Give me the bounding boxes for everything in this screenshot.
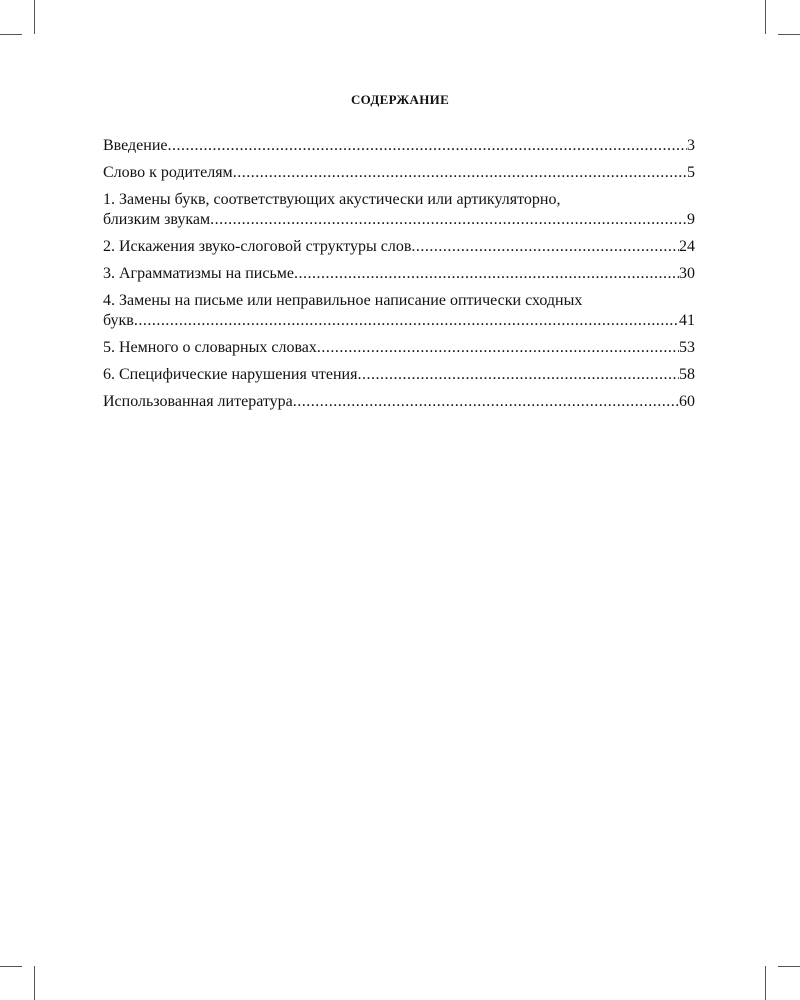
toc-entry-chapter-4[interactable] bbox=[103, 291, 695, 331]
toc-entry-line2 bbox=[103, 210, 695, 230]
toc-entry-chapter-2[interactable] bbox=[103, 237, 695, 257]
crop-mark-top-right-vertical bbox=[765, 0, 766, 34]
toc-leader-dots bbox=[357, 365, 679, 385]
toc-page-number: 53 bbox=[679, 339, 695, 356]
toc-entry-references[interactable] bbox=[103, 392, 695, 412]
toc-page-number: 3 bbox=[687, 137, 695, 154]
crop-mark-bottom-right-vertical bbox=[765, 966, 766, 1000]
toc-entry-label: 6. Специфические нарушения чтения bbox=[103, 366, 358, 383]
crop-mark-bottom-right-horizontal bbox=[778, 966, 800, 967]
table-of-contents bbox=[103, 136, 695, 419]
toc-entry-word-to-parents[interactable] bbox=[103, 163, 695, 183]
crop-mark-bottom-left-horizontal bbox=[0, 966, 22, 967]
toc-leader-dots bbox=[411, 237, 679, 257]
crop-mark-top-left-horizontal bbox=[0, 34, 22, 35]
toc-entry-label-line1: 4. Замены на письме или неправильное написание оптически сходных bbox=[103, 292, 583, 309]
crop-mark-top-right-horizontal bbox=[778, 34, 800, 35]
toc-entry-chapter-1[interactable] bbox=[103, 190, 695, 230]
toc-leader-dots bbox=[168, 136, 688, 156]
toc-entry-label: близким звукам bbox=[103, 211, 211, 228]
toc-page-number: 60 bbox=[679, 393, 695, 410]
toc-entry-label: 3. Аграмматизмы на письме bbox=[103, 265, 294, 282]
toc-leader-dots bbox=[293, 392, 679, 412]
toc-page-number: 9 bbox=[687, 211, 695, 228]
toc-entry-label: Использованная литература bbox=[103, 393, 293, 410]
toc-page-number: 41 bbox=[679, 312, 695, 329]
toc-entry-introduction[interactable] bbox=[103, 136, 695, 156]
toc-entry-label-line1: 1. Замены букв, соответствующих акустически или артикуляторно, bbox=[103, 191, 561, 208]
crop-mark-top-left-vertical bbox=[34, 0, 35, 34]
toc-entry-label: 2. Искажения звуко-слоговой структуры слов bbox=[103, 238, 412, 255]
page-title: СОДЕРЖАНИЕ bbox=[350, 92, 450, 107]
crop-mark-bottom-left-vertical bbox=[34, 966, 35, 1000]
toc-entry-chapter-3[interactable] bbox=[103, 264, 695, 284]
toc-page-number: 5 bbox=[687, 164, 695, 181]
toc-entry-chapter-6[interactable] bbox=[103, 365, 695, 385]
toc-leader-dots bbox=[233, 163, 687, 183]
toc-entry-chapter-5[interactable] bbox=[103, 338, 695, 358]
toc-entry-label: букв bbox=[103, 312, 134, 329]
toc-entry-label: Слово к родителям bbox=[103, 164, 233, 181]
toc-entry-label: Введение bbox=[103, 137, 168, 154]
toc-leader-dots bbox=[210, 210, 687, 230]
toc-leader-dots bbox=[294, 264, 679, 284]
toc-entry-label: 5. Немного о словарных словах bbox=[103, 339, 317, 356]
toc-page-number: 24 bbox=[679, 238, 695, 255]
toc-entry-line2 bbox=[103, 311, 695, 331]
toc-leader-dots bbox=[317, 338, 679, 358]
toc-page-number: 30 bbox=[679, 265, 695, 282]
toc-leader-dots bbox=[134, 311, 679, 331]
toc-page-number: 58 bbox=[679, 366, 695, 383]
